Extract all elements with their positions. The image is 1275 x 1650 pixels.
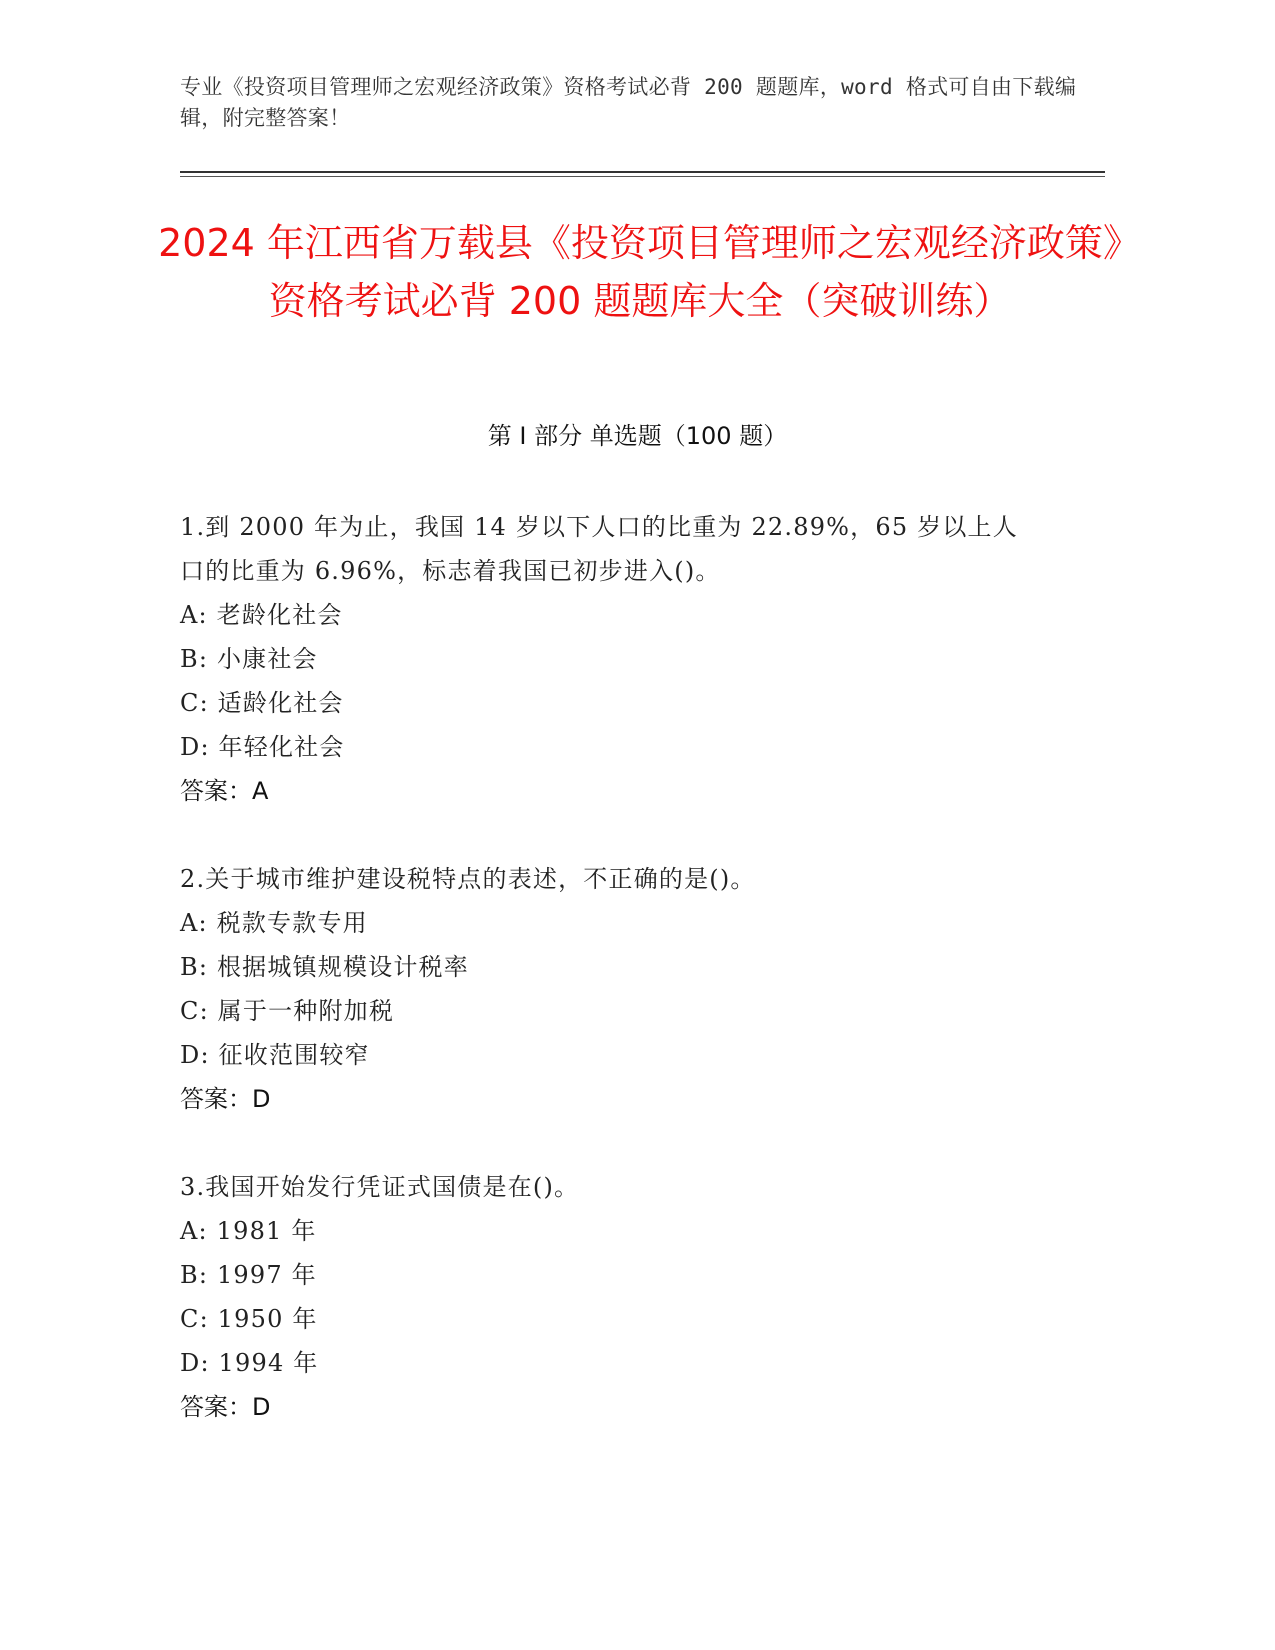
answer-line: 答案：D [180,1085,271,1113]
answer-line: 答案：D [180,1393,271,1421]
question-2 [180,857,1040,1121]
option-c: C: 适龄化社会 [180,689,344,717]
document-title: 2024 年江西省万载县《投资项目管理师之宏观经济政策》资格考试必背 200 题题库大全（突破训练） [158,221,1122,323]
option-c: C: 属于一种附加税 [180,997,395,1025]
option-a: A: 税款专款专用 [180,909,368,937]
option-b: B: 1997 年 [180,1261,317,1289]
section-heading: 第 I 部分 单选题（100 题） [487,422,788,450]
option-b: B: 小康社会 [180,645,318,673]
question-3 [180,1165,1040,1429]
answer-line: 答案：A [180,777,269,805]
header-divider-thin [180,176,1105,177]
option-d: D: 征收范围较窄 [180,1041,370,1069]
question-stem: 3.我国开始发行凭证式国债是在()。 [180,1173,580,1201]
question-stem: 1.到 2000 年为止，我国 14 岁以下人口的比重为 22.89%，65 岁以上人口的比重为 6.96%，标志着我国已初步进入()。 [180,513,1018,585]
header-divider-thick [180,171,1105,173]
question-stem: 2.关于城市维护建设税特点的表述，不正确的是()。 [180,865,756,893]
question-1 [180,505,1040,813]
option-c: C: 1950 年 [180,1305,318,1333]
option-d: D: 年轻化社会 [180,733,345,761]
option-a: A: 1981 年 [180,1217,317,1245]
header-note: 专业《投资项目管理师之宏观经济政策》资格考试必背 200 题题库，word 格式可自由下载编辑，附完整答案！ [180,75,1077,130]
option-d: D: 1994 年 [180,1349,319,1377]
question-list [180,505,1040,1473]
option-b: B: 根据城镇规模设计税率 [180,953,469,981]
option-a: A: 老龄化社会 [180,601,343,629]
